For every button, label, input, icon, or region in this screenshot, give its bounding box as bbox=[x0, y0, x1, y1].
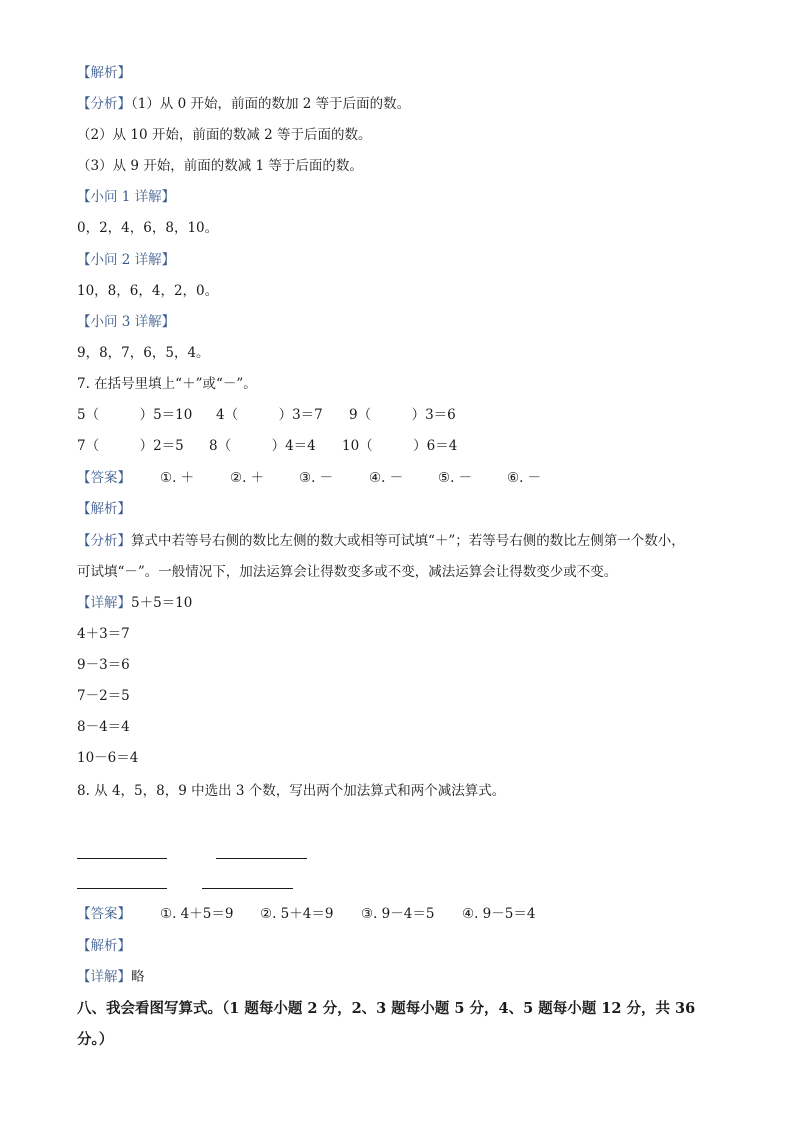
q8-blank-4 bbox=[202, 888, 293, 889]
q7-detail-5: 8－4＝4 bbox=[77, 719, 130, 735]
q8-detail-tag: 【详解】 bbox=[77, 969, 131, 985]
q8-blank-2 bbox=[216, 858, 307, 859]
q7-answer-3: ③. － bbox=[299, 470, 334, 486]
section8-title-2: 分。） bbox=[77, 1031, 114, 1048]
q7-jiexi-tag: 【解析】 bbox=[77, 501, 131, 517]
q7-answer-tag: 【答案】 bbox=[77, 470, 131, 486]
sub3-title: 【小问 3 详解】 bbox=[77, 314, 176, 330]
q7-detail-tag: 【详解】 bbox=[77, 595, 131, 611]
q8-detail-text: 略 bbox=[131, 969, 145, 985]
q7-answer-6: ⑥. － bbox=[507, 470, 542, 486]
q7-row2-item3: 10（ ）6＝4 bbox=[342, 438, 458, 454]
q8-detail bbox=[77, 968, 145, 986]
q7-fenxi-tag: 【分析】 bbox=[77, 533, 131, 549]
q7-detail-1 bbox=[77, 594, 192, 612]
q8-question: 8. 从 4，5，8，9 中选出 3 个数，写出两个加法算式和两个减法算式。 bbox=[77, 783, 506, 799]
fenxi-tag: 【分析】 bbox=[77, 96, 131, 112]
q8-blank-3 bbox=[77, 888, 167, 889]
q7-fenxi-1 bbox=[77, 532, 685, 550]
q7-detail-4: 7－2＝5 bbox=[77, 688, 130, 704]
sub2-title: 【小问 2 详解】 bbox=[77, 252, 176, 268]
q7-question: 7. 在括号里填上“＋”或“－”。 bbox=[77, 376, 257, 392]
q7-answer-2: ②. ＋ bbox=[230, 470, 265, 486]
q7-row1-item2: 4（ ）3＝7 bbox=[216, 407, 323, 423]
q7-answer-5: ⑤. － bbox=[438, 470, 473, 486]
q7-row2-item2: 8（ ）4＝4 bbox=[209, 438, 316, 454]
q7-answer-4: ④. － bbox=[369, 470, 404, 486]
sub1-title: 【小问 1 详解】 bbox=[77, 189, 176, 205]
q7-detail-eq-1: 5＋5＝10 bbox=[131, 595, 193, 611]
sub2-answer: 10，8，6，4，2，0。 bbox=[77, 283, 219, 299]
q7-fenxi-2: 可试填“－”。一般情况下，加法运算会让得数变多或不变，减法运算会让得数变少或不变。 bbox=[77, 564, 618, 580]
q7-row2-item1: 7（ ）2＝5 bbox=[77, 438, 184, 454]
q7-detail-2: 4＋3＝7 bbox=[77, 626, 130, 642]
q8-answer-3: ③. 9－4＝5 bbox=[361, 906, 435, 922]
q7-row1-item3: 9（ ）3＝6 bbox=[349, 407, 456, 423]
q7-fenxi-text-1: 算式中若等号右侧的数比左侧的数大或相等可试填“＋”；若等号右侧的数比左侧第一个数小， bbox=[131, 533, 685, 549]
fenxi-text-1: （1）从 0 开始，前面的数加 2 等于后面的数。 bbox=[131, 96, 411, 112]
q8-answer-4: ④. 9－5＝4 bbox=[462, 906, 536, 922]
q7-row1-item1: 5（ ）5＝10 bbox=[77, 407, 193, 423]
sub1-answer: 0，2，4，6，8，10。 bbox=[77, 220, 219, 236]
jiexi-tag: 【解析】 bbox=[77, 65, 131, 81]
q7-detail-3: 9－3＝6 bbox=[77, 657, 130, 673]
q8-answer-tag: 【答案】 bbox=[77, 906, 131, 922]
sub3-answer: 9，8，7，6，5，4。 bbox=[77, 345, 210, 361]
q7-detail-6: 10－6＝4 bbox=[77, 750, 139, 766]
section8-title-1: 八、我会看图写算式。（1 题每小题 2 分，2、3 题每小题 5 分，4、5 题每小题 12 分，共 36 bbox=[77, 1000, 696, 1017]
q8-answer-2: ②. 5＋4＝9 bbox=[260, 906, 334, 922]
q8-answer-1: ①. 4＋5＝9 bbox=[160, 906, 234, 922]
fenxi-2: （2）从 10 开始，前面的数减 2 等于后面的数。 bbox=[77, 127, 372, 143]
fenxi-3: （3）从 9 开始，前面的数减 1 等于后面的数。 bbox=[77, 158, 363, 174]
fenxi-1 bbox=[77, 95, 410, 113]
q8-jiexi-tag: 【解析】 bbox=[77, 938, 131, 954]
q7-answer-1: ①. ＋ bbox=[160, 470, 195, 486]
q8-blank-1 bbox=[77, 858, 167, 859]
